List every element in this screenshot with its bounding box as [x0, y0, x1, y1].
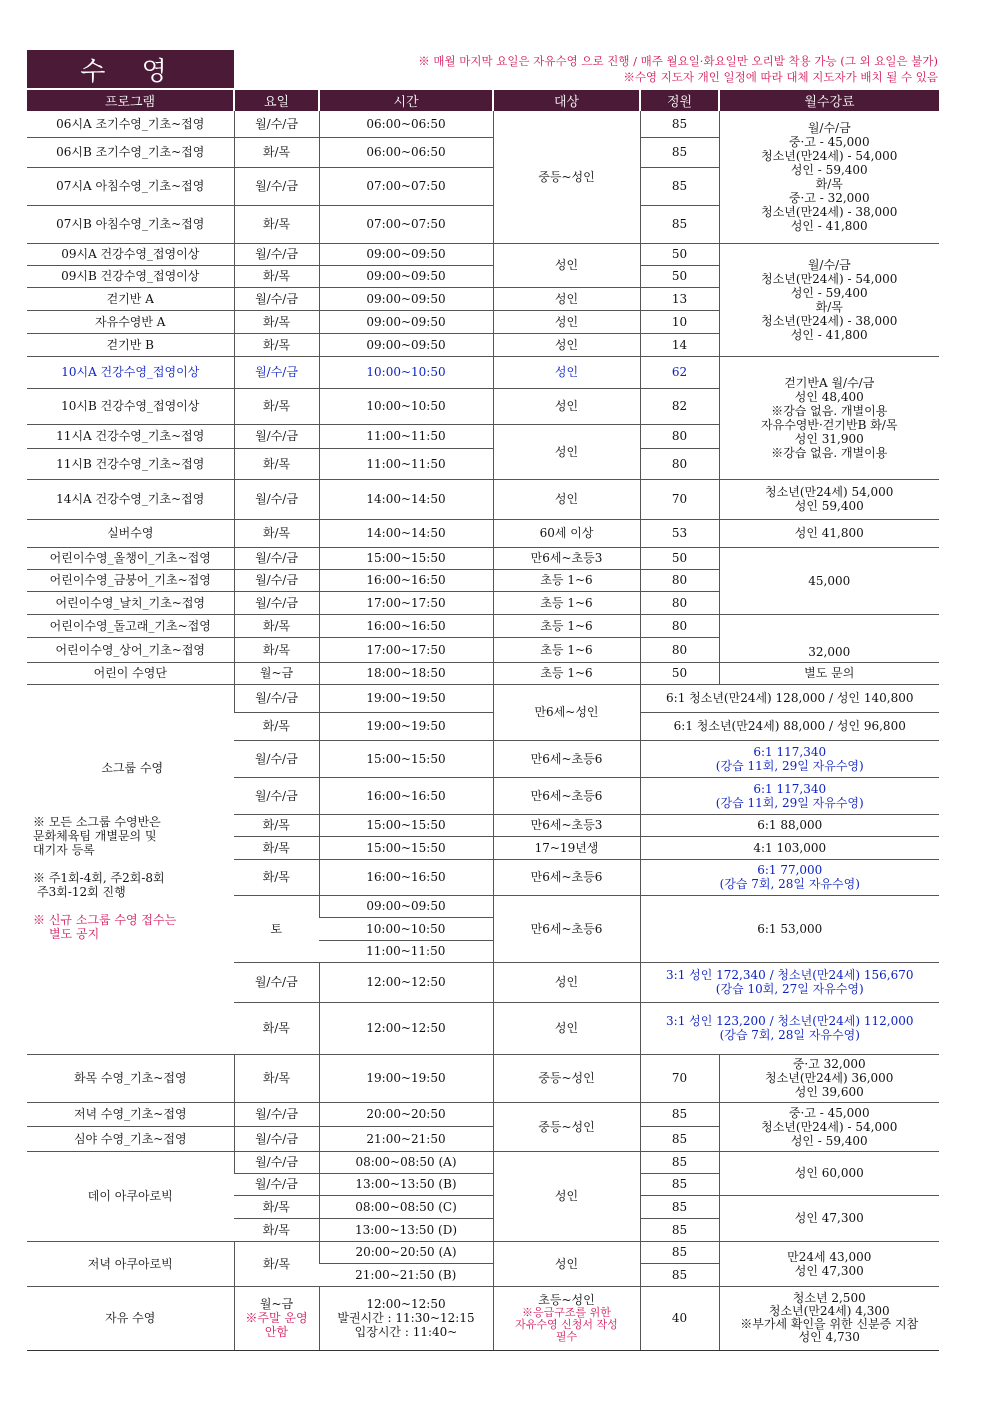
table-row — [27, 684, 939, 712]
program-name: 실버수영 — [27, 519, 234, 547]
fee: 월/수/금 청소년(만24세) - 54,000 성인 - 59,400 화/목 청소년(만24세) - 38,000 성인 - 41,800 — [719, 243, 939, 356]
day: 월/수/금 — [234, 1173, 319, 1195]
day: 월/수/금 — [234, 569, 319, 591]
program-name: 11시A 건강수영_기초~접영 — [27, 424, 234, 448]
program-name: 데이 아쿠아로빅 — [27, 1151, 234, 1241]
program-name: 어린이수영_금붕어_기초~접영 — [27, 569, 234, 591]
table-row — [27, 243, 939, 265]
target: 60세 이상 — [493, 519, 640, 547]
table-row — [27, 479, 939, 519]
fee: 별도 문의 — [719, 662, 939, 684]
capacity: 85 — [640, 1218, 719, 1241]
time: 09:00~09:50 — [319, 287, 493, 310]
fee: 3:1 성인 123,200 / 청소년(만24세) 112,000 (강습 7회, 28일 자유수영) — [640, 1002, 939, 1054]
day: 월/수/금 — [234, 591, 319, 614]
page-title: 수 영 — [27, 50, 234, 88]
notice-line-2: ※수영 지도자 개인 일정에 따라 대체 지도자가 배치 될 수 있음 — [623, 70, 938, 84]
program-name: 어린이수영_돌고래_기초~접영 — [27, 614, 234, 637]
table-row — [27, 519, 939, 547]
time: 19:00~19:50 — [319, 1054, 493, 1102]
capacity: 62 — [640, 356, 719, 388]
target: 초등 1~6 — [493, 614, 640, 637]
capacity: 80 — [640, 448, 719, 479]
table-row — [27, 662, 939, 684]
time: 12:00~12:50 — [319, 1002, 493, 1054]
target: 초등~성인 ※응급구조를 위한 자유수영 신청서 작성 필수 — [493, 1286, 640, 1350]
table-row — [27, 614, 939, 637]
time: 08:00~08:50 (A) — [319, 1151, 493, 1173]
capacity: 85 — [640, 167, 719, 205]
day: 화/목 — [234, 1054, 319, 1102]
day: 월/수/금 — [234, 424, 319, 448]
capacity: 80 — [640, 614, 719, 637]
capacity: 82 — [640, 388, 719, 424]
time: 15:00~15:50 — [319, 547, 493, 569]
program-name: 06시A 조기수영_기초~접영 — [27, 111, 234, 137]
day: 화/목 — [234, 1241, 319, 1286]
capacity: 70 — [640, 479, 719, 519]
capacity: 50 — [640, 662, 719, 684]
time: 12:00~12:50 발권시간 : 11:30~12:15 입장시간 : 11:40~ — [319, 1286, 493, 1350]
day: 월/수/금 — [234, 547, 319, 569]
target: 성인 — [493, 356, 640, 388]
program-name: 화목 수영_기초~접영 — [27, 1054, 234, 1102]
time: 10:00~10:50 — [319, 388, 493, 424]
target: 중등~성인 — [493, 111, 640, 243]
time: 20:00~20:50 (A) — [319, 1241, 493, 1263]
target: 성인 — [493, 388, 640, 424]
day: 화/목 — [234, 1218, 319, 1241]
target: 만6세~초등6 — [493, 777, 640, 814]
fee: 6:1 117,340 (강습 11회, 29일 자유수영) — [640, 740, 939, 777]
time: 17:00~17:50 — [319, 591, 493, 614]
capacity: 50 — [640, 265, 719, 287]
day: 월/수/금 — [234, 1151, 319, 1173]
fee: 만24세 43,000 성인 47,300 — [719, 1241, 939, 1286]
table-row — [27, 1286, 939, 1350]
fee: 중·고 - 45,000 청소년(만24세) - 54,000 성인 - 59,400 — [719, 1102, 939, 1151]
time: 09:00~09:50 — [319, 895, 493, 917]
table-row — [27, 1241, 939, 1263]
capacity: 40 — [640, 1286, 719, 1350]
capacity: 53 — [640, 519, 719, 547]
fee: 성인 47,300 — [719, 1195, 939, 1241]
target: 성인 — [493, 962, 640, 1002]
day: 화/목 — [234, 614, 319, 637]
capacity: 85 — [640, 205, 719, 243]
target: 만6세~초등3 — [493, 547, 640, 569]
time: 09:00~09:50 — [319, 333, 493, 356]
time: 09:00~09:50 — [319, 243, 493, 265]
target: 성인 — [493, 1151, 640, 1241]
time: 09:00~09:50 — [319, 310, 493, 333]
time: 11:00~11:50 — [319, 424, 493, 448]
target: 만6세~초등6 — [493, 859, 640, 895]
capacity: 80 — [640, 637, 719, 662]
fee: 6:1 53,000 — [640, 895, 939, 962]
target: 초등 1~6 — [493, 662, 640, 684]
day: 월/수/금 — [234, 243, 319, 265]
day: 월/수/금 — [234, 1102, 319, 1126]
day: 화/목 — [234, 448, 319, 479]
target: 만6세~초등6 — [493, 895, 640, 962]
time: 10:00~10:50 — [319, 356, 493, 388]
program-name: 저녁 아쿠아로빅 — [27, 1241, 234, 1286]
time: 13:00~13:50 (B) — [319, 1173, 493, 1195]
table-row — [27, 547, 939, 569]
time: 06:00~06:50 — [319, 111, 493, 137]
program-name: 어린이수영_상어_기초~접영 — [27, 637, 234, 662]
time: 06:00~06:50 — [319, 137, 493, 167]
capacity: 85 — [640, 1195, 719, 1218]
table-header — [27, 90, 939, 111]
header-capacity: 정원 — [640, 90, 719, 111]
fee: 6:1 77,000 (강습 7회, 28일 자유수영) — [640, 859, 939, 895]
time: 16:00~16:50 — [319, 777, 493, 814]
program-name: 09시A 건강수영_접영이상 — [27, 243, 234, 265]
time: 12:00~12:50 — [319, 962, 493, 1002]
capacity: 80 — [640, 424, 719, 448]
day: 화/목 — [234, 333, 319, 356]
program-name: 어린이 수영단 — [27, 662, 234, 684]
day: 월/수/금 — [234, 684, 319, 712]
header-time: 시간 — [319, 90, 493, 111]
program-name: 심야 수영_기초~접영 — [27, 1126, 234, 1151]
time: 21:00~21:50 — [319, 1126, 493, 1151]
table-row — [27, 356, 939, 388]
capacity: 85 — [640, 1102, 719, 1126]
time: 14:00~14:50 — [319, 479, 493, 519]
day: 월/수/금 — [234, 1126, 319, 1151]
time: 07:00~07:50 — [319, 167, 493, 205]
target: 성인 — [493, 310, 640, 333]
capacity: 14 — [640, 333, 719, 356]
small-group-info: 소그룹 수영 ※ 모든 소그룹 수영반은 문화체육팀 개별문의 및 대기자 등록 ※ 주1회-4회, 주2회-8회 주3회-12회 진행 ※ 신규 소그룹 수영 접수는 별도 공지 — [27, 684, 234, 1054]
program-name: 07시B 아침수영_기초~접영 — [27, 205, 234, 243]
target: 초등 1~6 — [493, 591, 640, 614]
fee: 6:1 88,000 — [640, 814, 939, 836]
day: 월/수/금 — [234, 479, 319, 519]
program-name: 06시B 조기수영_기초~접영 — [27, 137, 234, 167]
fee: 4:1 103,000 — [640, 836, 939, 859]
target: 성인 — [493, 243, 640, 287]
capacity: 85 — [640, 111, 719, 137]
fee: 걷기반A 월/수/금 성인 48,400 ※강습 없음. 개별이용 자유수영반·걷기반B 화/목 성인 31,900 ※강습 없음. 개별이용 — [719, 356, 939, 479]
time: 21:00~21:50 (B) — [319, 1263, 493, 1286]
program-name: 걷기반 B — [27, 333, 234, 356]
time: 18:00~18:50 — [319, 662, 493, 684]
time: 10:00~10:50 — [319, 917, 493, 940]
day: 월/수/금 — [234, 740, 319, 777]
program-name: 07시A 아침수영_기초~접영 — [27, 167, 234, 205]
day: 월/수/금 — [234, 111, 319, 137]
time: 15:00~15:50 — [319, 740, 493, 777]
day: 화/목 — [234, 836, 319, 859]
time: 16:00~16:50 — [319, 614, 493, 637]
day: 월~금 ※주말 운영 안함 — [234, 1286, 319, 1350]
day: 월~금 — [234, 662, 319, 684]
small-group-title: 소그룹 수영 — [101, 760, 164, 775]
header-fee: 월수강료 — [719, 90, 939, 111]
capacity: 80 — [640, 569, 719, 591]
day: 화/목 — [234, 1002, 319, 1054]
day: 화/목 — [234, 712, 319, 740]
target: 만6세~초등6 — [493, 740, 640, 777]
header-day: 요일 — [234, 90, 319, 111]
day: 화/목 — [234, 519, 319, 547]
program-name: 자유 수영 — [27, 1286, 234, 1350]
target: 성인 — [493, 479, 640, 519]
fee: 45,000 — [719, 547, 939, 614]
time: 16:00~16:50 — [319, 569, 493, 591]
program-name: 어린이수영_날치_기초~접영 — [27, 591, 234, 614]
header-target: 대상 — [493, 90, 640, 111]
program-name: 11시B 건강수영_기초~접영 — [27, 448, 234, 479]
header-program: 프로그램 — [27, 90, 234, 111]
capacity: 85 — [640, 137, 719, 167]
target: 초등 1~6 — [493, 569, 640, 591]
capacity: 13 — [640, 287, 719, 310]
fee: 6:1 청소년(만24세) 128,000 / 성인 140,800 — [640, 684, 939, 712]
target: 성인 — [493, 333, 640, 356]
day: 화/목 — [234, 310, 319, 333]
capacity: 85 — [640, 1263, 719, 1286]
program-name: 10시B 건강수영_접영이상 — [27, 388, 234, 424]
swim-schedule-table — [27, 90, 939, 1351]
time: 11:00~11:50 — [319, 448, 493, 479]
day: 화/목 — [234, 814, 319, 836]
time: 19:00~19:50 — [319, 712, 493, 740]
capacity: 70 — [640, 1054, 719, 1102]
target: 중등~성인 — [493, 1054, 640, 1102]
program-name: 09시B 건강수영_접영이상 — [27, 265, 234, 287]
time: 17:00~17:50 — [319, 637, 493, 662]
time: 14:00~14:50 — [319, 519, 493, 547]
fee: 중·고 32,000 청소년(만24세) 36,000 성인 39,600 — [719, 1054, 939, 1102]
table-row — [27, 1102, 939, 1126]
notice-line-1: ※ 매월 마지막 요일은 자유수영 으로 진행 / 매주 월요일·화요일만 오리발 착용 가능 (그 외 요일은 불가) — [418, 54, 938, 68]
target: 성인 — [493, 287, 640, 310]
capacity: 85 — [640, 1241, 719, 1263]
program-name: 저녁 수영_기초~접영 — [27, 1102, 234, 1126]
target: 성인 — [493, 1241, 640, 1286]
capacity: 10 — [640, 310, 719, 333]
time: 07:00~07:50 — [319, 205, 493, 243]
time: 13:00~13:50 (D) — [319, 1218, 493, 1241]
table-row — [27, 111, 939, 137]
fee: 6:1 청소년(만24세) 88,000 / 성인 96,800 — [640, 712, 939, 740]
fee: 6:1 117,340 (강습 11회, 29일 자유수영) — [640, 777, 939, 814]
program-name: 14시A 건강수영_기초~접영 — [27, 479, 234, 519]
day: 화/목 — [234, 859, 319, 895]
day: 월/수/금 — [234, 962, 319, 1002]
capacity: 50 — [640, 547, 719, 569]
day: 화/목 — [234, 137, 319, 167]
time: 08:00~08:50 (C) — [319, 1195, 493, 1218]
table-row — [27, 1054, 939, 1102]
target: 초등 1~6 — [493, 637, 640, 662]
day: 월/수/금 — [234, 356, 319, 388]
target: 성인 — [493, 424, 640, 479]
capacity: 85 — [640, 1173, 719, 1195]
time: 15:00~15:50 — [319, 836, 493, 859]
day: 화/목 — [234, 265, 319, 287]
time: 15:00~15:50 — [319, 814, 493, 836]
target: 성인 — [493, 1002, 640, 1054]
day: 토 — [234, 895, 319, 962]
day: 화/목 — [234, 388, 319, 424]
capacity: 50 — [640, 243, 719, 265]
program-name: 자유수영반 A — [27, 310, 234, 333]
program-name: 걷기반 A — [27, 287, 234, 310]
capacity: 85 — [640, 1151, 719, 1173]
day: 월/수/금 — [234, 167, 319, 205]
day: 월/수/금 — [234, 287, 319, 310]
target: 17~19년생 — [493, 836, 640, 859]
day: 월/수/금 — [234, 777, 319, 814]
table-row — [27, 1151, 939, 1173]
fee: 성인 60,000 — [719, 1151, 939, 1195]
fee: 32,000 — [719, 614, 939, 662]
time: 09:00~09:50 — [319, 265, 493, 287]
fee: 청소년 2,500 청소년(만24세) 4,300 ※부가세 확인을 위한 신분증 지참 성인 4,730 — [719, 1286, 939, 1350]
target: 만6세~성인 — [493, 684, 640, 740]
day: 화/목 — [234, 205, 319, 243]
capacity: 80 — [640, 591, 719, 614]
program-name: 10시A 건강수영_접영이상 — [27, 356, 234, 388]
fee: 월/수/금 중·고 - 45,000 청소년(만24세) - 54,000 성인 - 59,400 화/목 중·고 - 32,000 청소년(만24세) - 38,000 성인 - 41,800 — [719, 111, 939, 243]
fee: 청소년(만24세) 54,000 성인 59,400 — [719, 479, 939, 519]
target: 만6세~초등3 — [493, 814, 640, 836]
target: 중등~성인 — [493, 1102, 640, 1151]
time: 19:00~19:50 — [319, 684, 493, 712]
day: 화/목 — [234, 1195, 319, 1218]
time: 20:00~20:50 — [319, 1102, 493, 1126]
day: 화/목 — [234, 637, 319, 662]
time: 16:00~16:50 — [319, 859, 493, 895]
time: 11:00~11:50 — [319, 940, 493, 962]
fee: 3:1 성인 172,340 / 청소년(만24세) 156,670 (강습 10회, 27일 자유수영) — [640, 962, 939, 1002]
program-name: 어린이수영_올챙이_기초~접영 — [27, 547, 234, 569]
fee: 성인 41,800 — [719, 519, 939, 547]
capacity: 85 — [640, 1126, 719, 1151]
